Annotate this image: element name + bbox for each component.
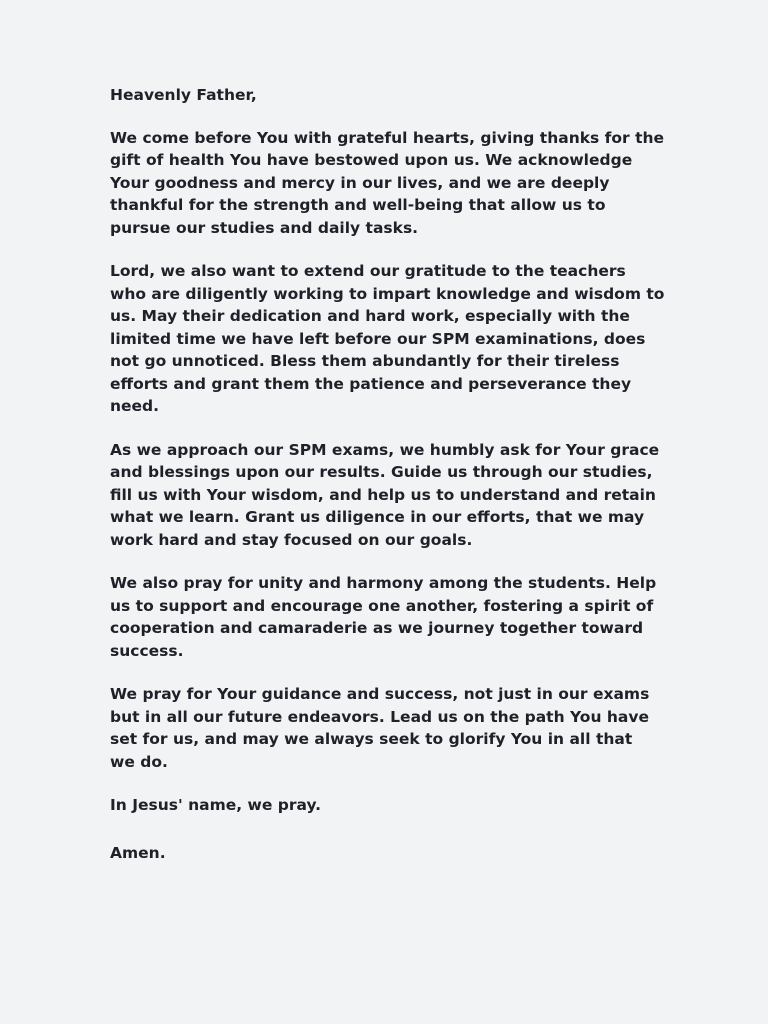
salutation: Heavenly Father, — [110, 86, 257, 104]
text-line: We also pray for unity and harmony among the students. Help — [110, 574, 657, 592]
text-line: us. May their dedication and hard work, especially with the — [110, 307, 630, 325]
text-line: Lord, we also want to extend our gratitude to the teachers — [110, 262, 626, 280]
paragraph-unity — [110, 572, 750, 662]
text-line: but in all our future endeavors. Lead us on the path You have — [110, 707, 649, 726]
text-line: thankful for the strength and well-being that allow us to — [110, 196, 606, 214]
text-line: We come before You with grateful hearts, giving thanks for the — [110, 128, 665, 147]
text-line: set for us, and may we always seek to glorify You in all that — [110, 730, 633, 748]
text-line: Your goodness and mercy in our lives, and we are deeply — [110, 173, 610, 192]
text-line: cooperation and camaraderie as we journey together toward — [110, 619, 644, 637]
amen-signoff: Amen. — [110, 843, 166, 862]
text-line: efforts and grant them the patience and perseverance they — [110, 374, 632, 393]
text-line: As we approach our SPM exams, we humbly ask for Your grace — [110, 440, 660, 459]
paragraph-exams — [110, 439, 750, 552]
closing-line: In Jesus' name, we pray. — [110, 796, 322, 814]
text-line: gift of health You have bestowed upon us. We acknowledge — [110, 151, 633, 169]
paragraph-teachers — [110, 260, 750, 418]
paragraph-guidance — [110, 683, 750, 773]
text-line: we do. — [110, 752, 168, 771]
text-line: and blessings upon our results. Guide us through our studies, — [110, 463, 653, 481]
text-line: need. — [110, 397, 160, 415]
text-line: We pray for Your guidance and success, not just in our exams — [110, 685, 650, 703]
text-line: pursue our studies and daily tasks. — [110, 218, 419, 237]
paragraph-gratitude-health — [110, 127, 750, 240]
text-line: us to support and encourage one another, fostering a spirit of — [110, 596, 654, 615]
text-line: not go unnoticed. Bless them abundantly for their tireless — [110, 352, 620, 370]
text-line: work hard and stay focused on our goals. — [110, 530, 473, 549]
text-line: fill us with Your wisdom, and help us to understand and retain — [110, 485, 656, 504]
text-line: limited time we have left before our SPM examinations, does — [110, 329, 646, 348]
text-line: success. — [110, 641, 184, 660]
text-line: what we learn. Grant us diligence in our efforts, that we may — [110, 508, 645, 526]
prayer-document — [110, 84, 750, 864]
text-line: who are diligently working to impart knowledge and wisdom to — [110, 284, 665, 303]
